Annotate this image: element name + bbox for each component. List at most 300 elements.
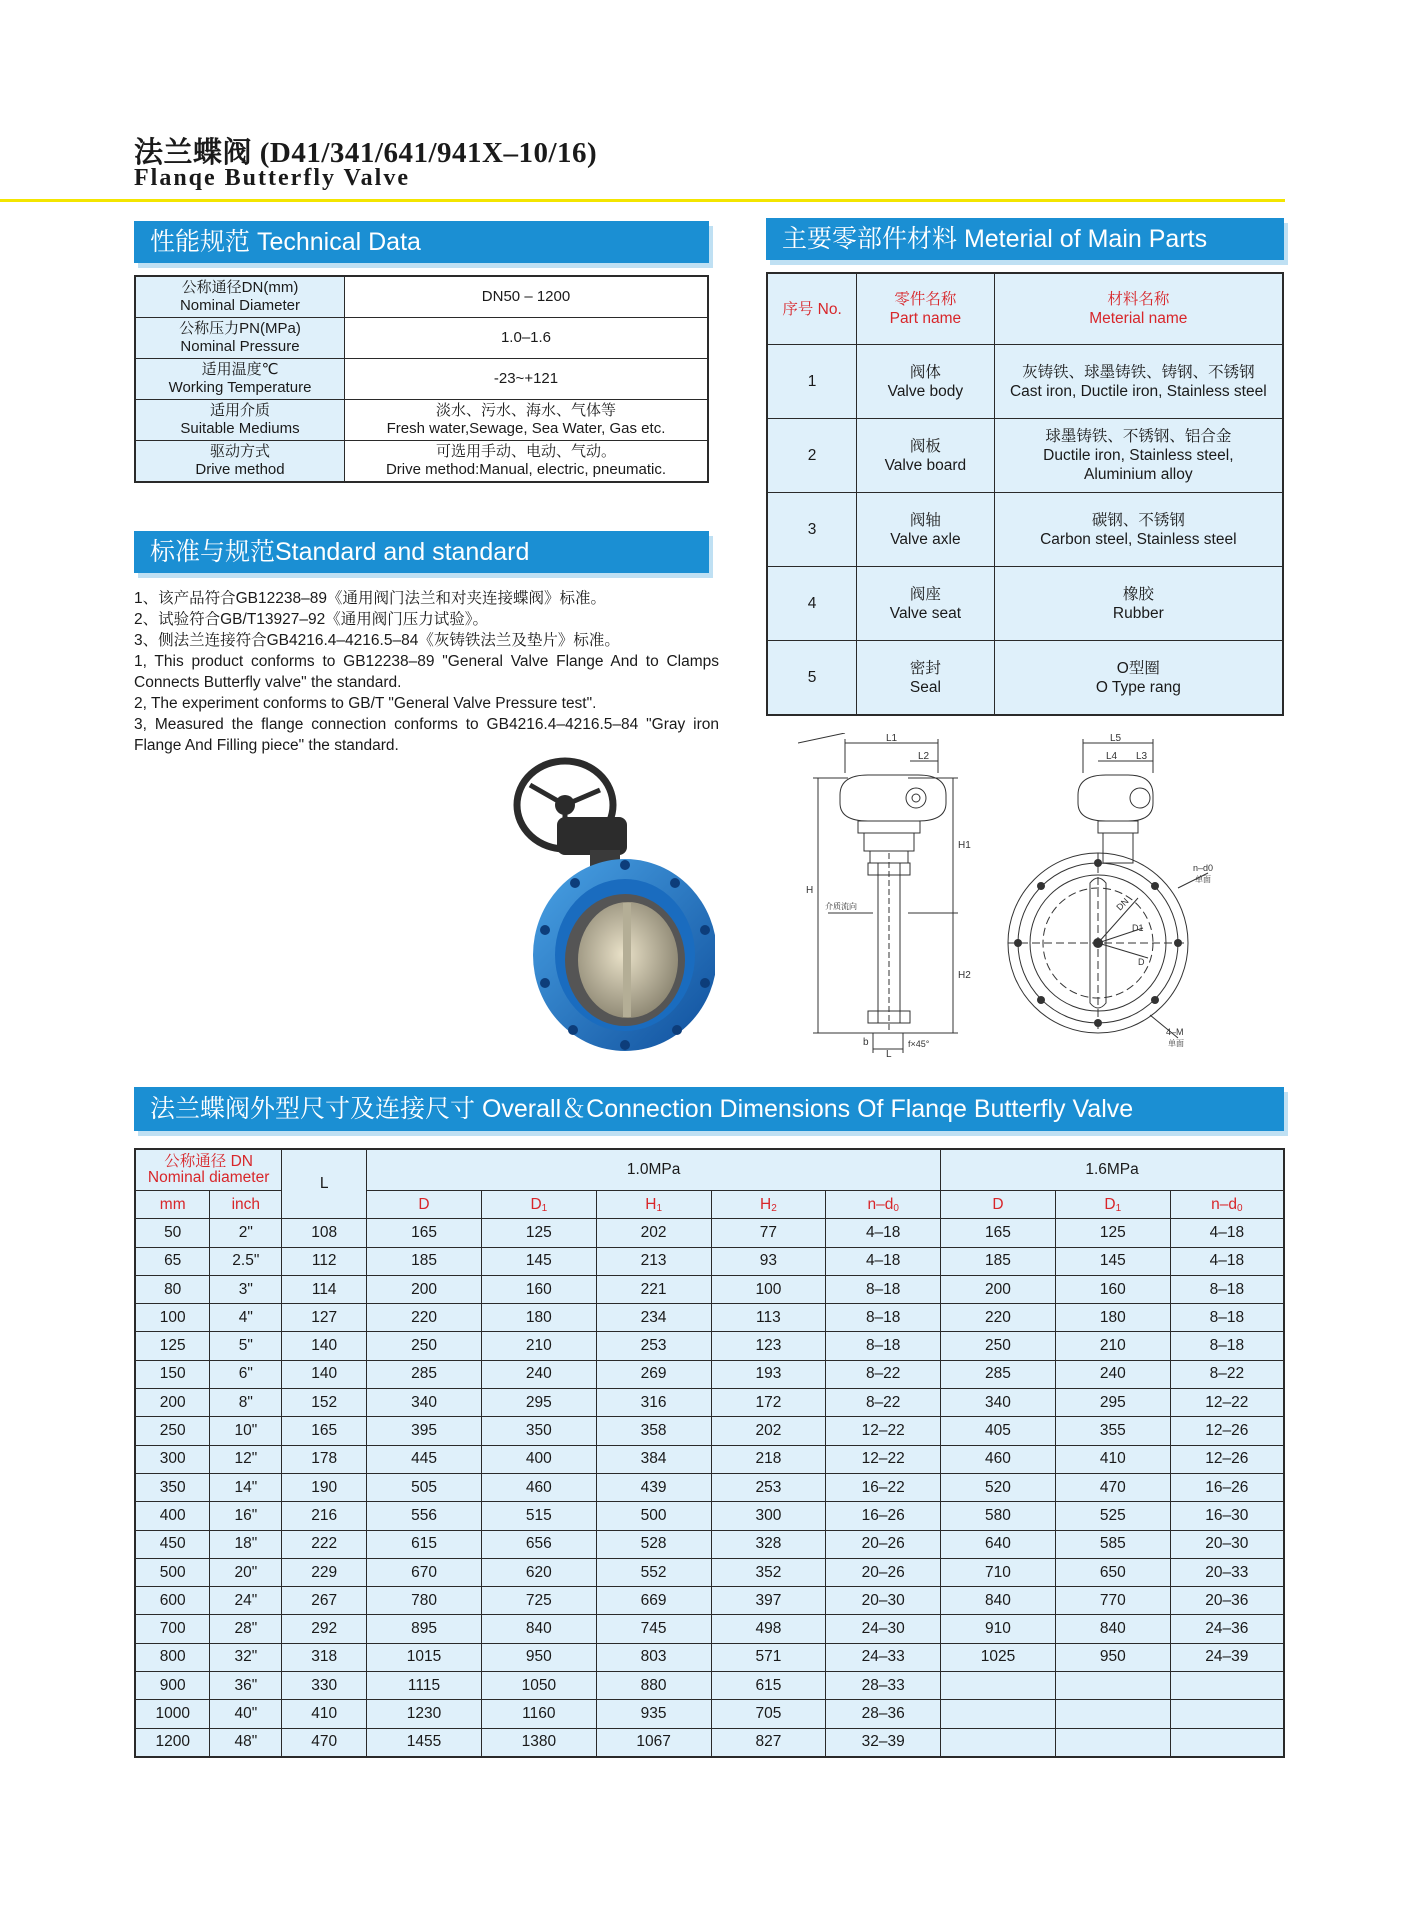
dims-cell: 4–18 xyxy=(826,1247,941,1275)
dims-row xyxy=(135,1275,1284,1303)
dims-cell: 8–18 xyxy=(1170,1304,1284,1332)
dims-cell: 295 xyxy=(1055,1389,1170,1417)
dims-cell: 340 xyxy=(367,1389,482,1417)
dims-cell: 1067 xyxy=(596,1728,711,1757)
dims-cell: 295 xyxy=(481,1389,596,1417)
tech-data-label: 驱动方式 Drive method xyxy=(135,441,345,483)
dims-cell: 28–33 xyxy=(826,1672,941,1700)
dim-label-l3: L3 xyxy=(1136,751,1148,762)
dims-cell: 803 xyxy=(596,1643,711,1671)
parts-no: 5 xyxy=(767,641,857,716)
dims-cell: 200 xyxy=(135,1389,210,1417)
dim-label-b: b xyxy=(863,1037,869,1048)
dims-row xyxy=(135,1502,1284,1530)
dims-cell: 108 xyxy=(282,1219,367,1247)
tech-data-value: 1.0–1.6 xyxy=(345,318,709,359)
dims-cell: 24–33 xyxy=(826,1643,941,1671)
dims-cell: 180 xyxy=(1055,1304,1170,1332)
dims-row xyxy=(135,1728,1284,1757)
dims-cell: 12–22 xyxy=(1170,1389,1284,1417)
tech-data-row xyxy=(135,276,708,318)
dims-cell: 840 xyxy=(1055,1615,1170,1643)
dims-cell: 8–22 xyxy=(1170,1360,1284,1388)
dims-cell: 355 xyxy=(1055,1417,1170,1445)
dims-cell: 350 xyxy=(481,1417,596,1445)
dims-cell: 439 xyxy=(596,1473,711,1501)
dims-cell: 670 xyxy=(367,1558,482,1586)
dim-label-h: H xyxy=(806,885,814,896)
dims-cell: 910 xyxy=(941,1615,1056,1643)
dims-cell: 840 xyxy=(941,1587,1056,1615)
parts-row xyxy=(767,345,1283,419)
dims-cell: 100 xyxy=(135,1304,210,1332)
dims-cell xyxy=(941,1700,1056,1728)
parts-part-name: 阀轴 Valve axle xyxy=(857,493,994,567)
dims-cell: 600 xyxy=(135,1587,210,1615)
dims-header-nominal: 公称通径 DN Nominal diameter xyxy=(135,1149,282,1191)
dims-cell: 253 xyxy=(711,1473,826,1501)
tech-data-row xyxy=(135,400,708,441)
dims-cell xyxy=(1055,1700,1170,1728)
dims-cell xyxy=(1170,1700,1284,1728)
dims-cell: 745 xyxy=(596,1615,711,1643)
parts-part-name: 密封 Seal xyxy=(857,641,994,716)
dims-header-nd: $n-d_0$ xyxy=(826,1191,941,1219)
tech-data-label: 适用温度℃ Working Temperature xyxy=(135,359,345,400)
dims-cell: 405 xyxy=(941,1417,1056,1445)
dims-cell: 125 xyxy=(1055,1219,1170,1247)
dims-cell: 213 xyxy=(596,1247,711,1275)
dims-cell: 140 xyxy=(282,1332,367,1360)
dims-cell: 185 xyxy=(367,1247,482,1275)
title-divider xyxy=(0,199,1285,202)
dims-cell: 220 xyxy=(941,1304,1056,1332)
dims-cell: 165 xyxy=(367,1219,482,1247)
dims-cell: 470 xyxy=(282,1728,367,1757)
dims-cell: 656 xyxy=(481,1530,596,1558)
dims-cell: 1160 xyxy=(481,1700,596,1728)
dims-cell: 24–39 xyxy=(1170,1643,1284,1671)
parts-material: 灰铸铁、球墨铸铁、铸钢、不锈钢 Cast iron, Ductile iron, Stainless steel xyxy=(994,345,1283,419)
dims-cell: 50 xyxy=(135,1219,210,1247)
dims-cell: 250 xyxy=(367,1332,482,1360)
parts-material: 球墨铸铁、不锈钢、铝合金 Ductile iron, Stainless steel, Aluminium alloy xyxy=(994,419,1283,493)
dims-cell: 12" xyxy=(210,1445,282,1473)
parts-header-material: 材料名称 Meterial name xyxy=(994,273,1283,345)
dims-cell: 253 xyxy=(596,1332,711,1360)
dims-cell: 200 xyxy=(941,1275,1056,1303)
dims-cell: 520 xyxy=(941,1473,1056,1501)
dims-cell: 552 xyxy=(596,1558,711,1586)
dims-cell: 770 xyxy=(1055,1587,1170,1615)
dims-cell: 384 xyxy=(596,1445,711,1473)
dims-cell: 880 xyxy=(596,1672,711,1700)
dims-row xyxy=(135,1558,1284,1586)
dims-cell: 16–26 xyxy=(1170,1473,1284,1501)
dimensions-table xyxy=(134,1148,1285,1758)
parts-table xyxy=(766,272,1284,716)
standard-line: 1、该产品符合GB12238–89《通用阀门法兰和对夹连接蝶阀》标准。 xyxy=(134,590,606,607)
dims-cell: 950 xyxy=(481,1643,596,1671)
dims-cell: 210 xyxy=(481,1332,596,1360)
dim-label-l2: L2 xyxy=(918,751,930,762)
dims-cell: 300 xyxy=(135,1445,210,1473)
dims-cell: 127 xyxy=(282,1304,367,1332)
tech-data-row xyxy=(135,359,708,400)
dims-cell: 8" xyxy=(210,1389,282,1417)
dims-cell: 93 xyxy=(711,1247,826,1275)
dims-cell: 498 xyxy=(711,1615,826,1643)
dims-cell: 172 xyxy=(711,1389,826,1417)
dims-cell: 28" xyxy=(210,1615,282,1643)
dim-label-d1: D1 xyxy=(1132,923,1144,933)
dims-cell: 20–26 xyxy=(826,1530,941,1558)
dims-cell: 10" xyxy=(210,1417,282,1445)
dims-cell xyxy=(1055,1672,1170,1700)
standard-line: 3、侧法兰连接符合GB4216.4–4216.5–84《灰铸铁法兰及垫片》标准。 xyxy=(134,632,620,649)
dims-cell: 1025 xyxy=(941,1643,1056,1671)
dims-cell: 202 xyxy=(711,1417,826,1445)
parts-banner: 主要零部件材料 Meterial of Main Parts xyxy=(766,218,1284,260)
dims-row xyxy=(135,1615,1284,1643)
dims-row xyxy=(135,1530,1284,1558)
dims-cell: 165 xyxy=(282,1417,367,1445)
dims-cell: 1380 xyxy=(481,1728,596,1757)
page-subtitle: Flanqe Butterfly Valve xyxy=(134,165,410,191)
dims-row xyxy=(135,1672,1284,1700)
dims-cell: 460 xyxy=(481,1473,596,1501)
dims-cell: 397 xyxy=(711,1587,826,1615)
dims-header-d1-16: $D_1$ xyxy=(1055,1191,1170,1219)
dims-cell: 65 xyxy=(135,1247,210,1275)
dims-cell: 145 xyxy=(1055,1247,1170,1275)
dims-cell: 220 xyxy=(367,1304,482,1332)
tech-data-label: 适用介质 Suitable Mediums xyxy=(135,400,345,441)
dims-cell: 316 xyxy=(596,1389,711,1417)
dims-cell: 460 xyxy=(941,1445,1056,1473)
dims-cell xyxy=(1170,1728,1284,1757)
dim-label-l: L xyxy=(886,1049,892,1058)
parts-row xyxy=(767,567,1283,641)
dim-label-d: D xyxy=(1138,957,1145,967)
dims-header-d1: $D_1$ xyxy=(481,1191,596,1219)
dims-cell: 202 xyxy=(596,1219,711,1247)
tech-data-value: 淡水、污水、海水、气体等 Fresh water,Sewage, Sea Water, Gas etc. xyxy=(345,400,709,441)
dims-cell: 24" xyxy=(210,1587,282,1615)
dims-cell: 935 xyxy=(596,1700,711,1728)
dims-cell: 221 xyxy=(596,1275,711,1303)
dims-cell: 470 xyxy=(1055,1473,1170,1501)
dims-row xyxy=(135,1587,1284,1615)
dims-cell: 5" xyxy=(210,1332,282,1360)
dims-cell: 358 xyxy=(596,1417,711,1445)
parts-header-no: 序号 No. xyxy=(767,273,857,345)
dims-cell: 269 xyxy=(596,1360,711,1388)
dims-cell: 895 xyxy=(367,1615,482,1643)
dims-cell: 48" xyxy=(210,1728,282,1757)
parts-material: O型圈 O Type rang xyxy=(994,641,1283,716)
dim-label-l5: L5 xyxy=(1110,733,1122,744)
dims-cell: 1230 xyxy=(367,1700,482,1728)
dims-header-h2: $H_2$ xyxy=(711,1191,826,1219)
dims-cell: 40" xyxy=(210,1700,282,1728)
dims-cell: 16–26 xyxy=(826,1502,941,1530)
parts-header-part: 零件名称 Part name xyxy=(857,273,994,345)
dims-cell: 556 xyxy=(367,1502,482,1530)
dims-header-d: D xyxy=(367,1191,482,1219)
dims-cell: 250 xyxy=(941,1332,1056,1360)
dims-cell: 20–30 xyxy=(1170,1530,1284,1558)
dim-label-h2: H2 xyxy=(958,970,971,981)
parts-row xyxy=(767,419,1283,493)
parts-material: 碳钢、不锈钢 Carbon steel, Stainless steel xyxy=(994,493,1283,567)
dims-cell: 24–30 xyxy=(826,1615,941,1643)
dims-cell: 210 xyxy=(1055,1332,1170,1360)
dims-cell: 3" xyxy=(210,1275,282,1303)
dims-cell: 285 xyxy=(367,1360,482,1388)
dims-cell: 200 xyxy=(367,1275,482,1303)
dims-cell: 840 xyxy=(481,1615,596,1643)
tech-data-value: -23~+121 xyxy=(345,359,709,400)
dims-row xyxy=(135,1360,1284,1388)
tech-data-table xyxy=(134,275,709,483)
parts-part-name: 阀座 Valve seat xyxy=(857,567,994,641)
dims-cell: 500 xyxy=(135,1558,210,1586)
parts-part-name: 阀体 Valve body xyxy=(857,345,994,419)
dims-cell: 1015 xyxy=(367,1643,482,1671)
dims-cell: 8–18 xyxy=(826,1275,941,1303)
dims-header-inch: inch xyxy=(210,1191,282,1219)
dims-cell: 12–22 xyxy=(826,1417,941,1445)
dims-cell: 1050 xyxy=(481,1672,596,1700)
dims-cell: 8–18 xyxy=(1170,1275,1284,1303)
tech-data-banner: 性能规范 Technical Data xyxy=(134,221,709,263)
dims-cell: 229 xyxy=(282,1558,367,1586)
dims-cell: 669 xyxy=(596,1587,711,1615)
dims-cell: 125 xyxy=(481,1219,596,1247)
dims-cell: 20–36 xyxy=(1170,1587,1284,1615)
dims-cell: 620 xyxy=(481,1558,596,1586)
dims-cell: 8–18 xyxy=(1170,1332,1284,1360)
parts-no: 3 xyxy=(767,493,857,567)
thread-label: 4–M xyxy=(1166,1027,1184,1037)
dims-cell: 112 xyxy=(282,1247,367,1275)
dims-cell: 292 xyxy=(282,1615,367,1643)
dims-header-nd-16: $n-d_0$ xyxy=(1170,1191,1284,1219)
dims-cell: 140 xyxy=(282,1360,367,1388)
dims-cell: 28–36 xyxy=(826,1700,941,1728)
dims-cell: 4" xyxy=(210,1304,282,1332)
single-side-label-1: 单面 xyxy=(1195,875,1211,884)
dims-cell: 340 xyxy=(941,1389,1056,1417)
bolt-hole-label: n–d0 xyxy=(1193,863,1214,873)
parts-no: 2 xyxy=(767,419,857,493)
dims-cell: 705 xyxy=(711,1700,826,1728)
dims-cell: 267 xyxy=(282,1587,367,1615)
tech-data-label: 公称通径DN(mm) Nominal Diameter xyxy=(135,276,345,318)
dims-cell: 450 xyxy=(135,1530,210,1558)
dims-cell: 528 xyxy=(596,1530,711,1558)
dims-cell: 827 xyxy=(711,1728,826,1757)
parts-part-name: 阀板 Valve board xyxy=(857,419,994,493)
parts-row xyxy=(767,493,1283,567)
dims-cell: 234 xyxy=(596,1304,711,1332)
dims-cell: 1455 xyxy=(367,1728,482,1757)
parts-row xyxy=(767,641,1283,716)
dims-cell: 6" xyxy=(210,1360,282,1388)
dims-row xyxy=(135,1417,1284,1445)
dims-cell: 445 xyxy=(367,1445,482,1473)
dims-header-mm: mm xyxy=(135,1191,210,1219)
dims-cell: 615 xyxy=(711,1672,826,1700)
dims-cell: 700 xyxy=(135,1615,210,1643)
dims-cell: 145 xyxy=(481,1247,596,1275)
dims-cell: 12–22 xyxy=(826,1445,941,1473)
dims-cell: 400 xyxy=(481,1445,596,1473)
dims-cell: 165 xyxy=(941,1219,1056,1247)
dims-cell: 352 xyxy=(711,1558,826,1586)
dims-cell: 2" xyxy=(210,1219,282,1247)
standard-text xyxy=(134,588,719,756)
dims-cell: 640 xyxy=(941,1530,1056,1558)
dims-cell: 350 xyxy=(135,1473,210,1501)
dims-header-16mpa: 1.6MPa xyxy=(941,1149,1284,1191)
dims-cell: 615 xyxy=(367,1530,482,1558)
single-side-label-2: 单面 xyxy=(1168,1039,1184,1048)
dims-cell: 1200 xyxy=(135,1728,210,1757)
dims-cell: 2.5" xyxy=(210,1247,282,1275)
tech-data-label: 公称压力PN(MPa) Nominal Pressure xyxy=(135,318,345,359)
dims-cell: 585 xyxy=(1055,1530,1170,1558)
dims-cell: 240 xyxy=(1055,1360,1170,1388)
parts-material: 橡胶 Rubber xyxy=(994,567,1283,641)
dims-cell: 32" xyxy=(210,1643,282,1671)
dims-cell: 525 xyxy=(1055,1502,1170,1530)
standard-line: 2、试验符合GB/T13927–92《通用阀门压力试验》。 xyxy=(134,611,489,628)
dims-cell: 410 xyxy=(1055,1445,1170,1473)
dims-cell: 950 xyxy=(1055,1643,1170,1671)
dims-cell: 285 xyxy=(941,1360,1056,1388)
dims-row xyxy=(135,1473,1284,1501)
dims-cell: 77 xyxy=(711,1219,826,1247)
parts-no: 1 xyxy=(767,345,857,419)
dims-cell: 160 xyxy=(1055,1275,1170,1303)
dims-cell: 218 xyxy=(711,1445,826,1473)
dims-cell: 250 xyxy=(135,1417,210,1445)
dims-cell: 1115 xyxy=(367,1672,482,1700)
dims-row xyxy=(135,1389,1284,1417)
dims-cell: 4–18 xyxy=(1170,1247,1284,1275)
dims-cell: 8–18 xyxy=(826,1304,941,1332)
dims-cell: 114 xyxy=(282,1275,367,1303)
flow-direction-label: 介质流向 xyxy=(825,902,857,911)
dim-label-l4: L4 xyxy=(1106,751,1118,762)
dims-cell: 571 xyxy=(711,1643,826,1671)
dims-cell: 113 xyxy=(711,1304,826,1332)
dim-label-l1: L1 xyxy=(886,733,898,744)
tech-data-value: 可选用手动、电动、气动。 Drive method:Manual, electric, pneumatic. xyxy=(345,441,709,483)
dims-row xyxy=(135,1700,1284,1728)
dims-cell: 12–26 xyxy=(1170,1445,1284,1473)
dims-cell: 395 xyxy=(367,1417,482,1445)
dims-cell: 580 xyxy=(941,1502,1056,1530)
dims-cell: 8–18 xyxy=(826,1332,941,1360)
dims-cell: 318 xyxy=(282,1643,367,1671)
dims-cell: 330 xyxy=(282,1672,367,1700)
dims-cell: 800 xyxy=(135,1643,210,1671)
dims-cell xyxy=(1055,1728,1170,1757)
dims-cell: 650 xyxy=(1055,1558,1170,1586)
dims-header-l: L xyxy=(282,1149,367,1219)
dims-cell: 1000 xyxy=(135,1700,210,1728)
dims-cell: 20–26 xyxy=(826,1558,941,1586)
dims-cell: 710 xyxy=(941,1558,1056,1586)
dims-cell: 216 xyxy=(282,1502,367,1530)
dims-cell: 32–39 xyxy=(826,1728,941,1757)
dims-cell: 178 xyxy=(282,1445,367,1473)
dims-cell: 4–18 xyxy=(826,1219,941,1247)
technical-drawing xyxy=(798,733,1278,1058)
dims-cell: 16" xyxy=(210,1502,282,1530)
tech-data-row xyxy=(135,318,708,359)
dims-cell: 400 xyxy=(135,1502,210,1530)
dims-cell: 4–18 xyxy=(1170,1219,1284,1247)
standard-line: 2, The experiment conforms to GB/T "General Valve Pressure test". xyxy=(134,695,597,712)
dims-header-h1: $H_1$ xyxy=(596,1191,711,1219)
dim-label-dn: DN xyxy=(1114,896,1131,913)
dims-cell: 180 xyxy=(481,1304,596,1332)
valve-photo xyxy=(505,755,715,1055)
dims-cell: 20" xyxy=(210,1558,282,1586)
dims-row xyxy=(135,1643,1284,1671)
dims-cell: 24–36 xyxy=(1170,1615,1284,1643)
dims-cell: 515 xyxy=(481,1502,596,1530)
dims-row xyxy=(135,1219,1284,1247)
tech-data-row xyxy=(135,441,708,483)
dims-cell: 500 xyxy=(596,1502,711,1530)
dims-cell: 16–22 xyxy=(826,1473,941,1501)
dims-cell: 8–22 xyxy=(826,1360,941,1388)
dims-cell: 300 xyxy=(711,1502,826,1530)
dims-cell: 185 xyxy=(941,1247,1056,1275)
dims-cell: 36" xyxy=(210,1672,282,1700)
dims-cell: 152 xyxy=(282,1389,367,1417)
dims-cell: 505 xyxy=(367,1473,482,1501)
standard-line: 1, This product conforms to GB12238–89 "General Valve Flange And to Clamps Connects Butterfly valve" the standard. xyxy=(134,653,719,691)
dims-cell: 240 xyxy=(481,1360,596,1388)
dims-cell: 328 xyxy=(711,1530,826,1558)
page-title: 法兰蝶阀 (D41/341/641/941X–10/16) xyxy=(134,137,598,169)
dims-cell: 193 xyxy=(711,1360,826,1388)
dims-cell: 20–30 xyxy=(826,1587,941,1615)
dims-row xyxy=(135,1247,1284,1275)
dims-cell: 222 xyxy=(282,1530,367,1558)
dims-cell: 12–26 xyxy=(1170,1417,1284,1445)
dims-cell: 410 xyxy=(282,1700,367,1728)
dims-cell: 80 xyxy=(135,1275,210,1303)
dim-label-h1: H1 xyxy=(958,840,971,851)
standard-line: 3, Measured the flange connection conforms to GB4216.4–4216.5–84 "Gray iron Flange And Filling piece" the standard. xyxy=(134,716,719,754)
dims-cell xyxy=(1170,1672,1284,1700)
dims-cell: 123 xyxy=(711,1332,826,1360)
dims-cell: 16–30 xyxy=(1170,1502,1284,1530)
dims-cell: 725 xyxy=(481,1587,596,1615)
dims-cell: 125 xyxy=(135,1332,210,1360)
dims-cell: 190 xyxy=(282,1473,367,1501)
dims-cell: 14" xyxy=(210,1473,282,1501)
parts-no: 4 xyxy=(767,567,857,641)
dims-cell: 20–33 xyxy=(1170,1558,1284,1586)
